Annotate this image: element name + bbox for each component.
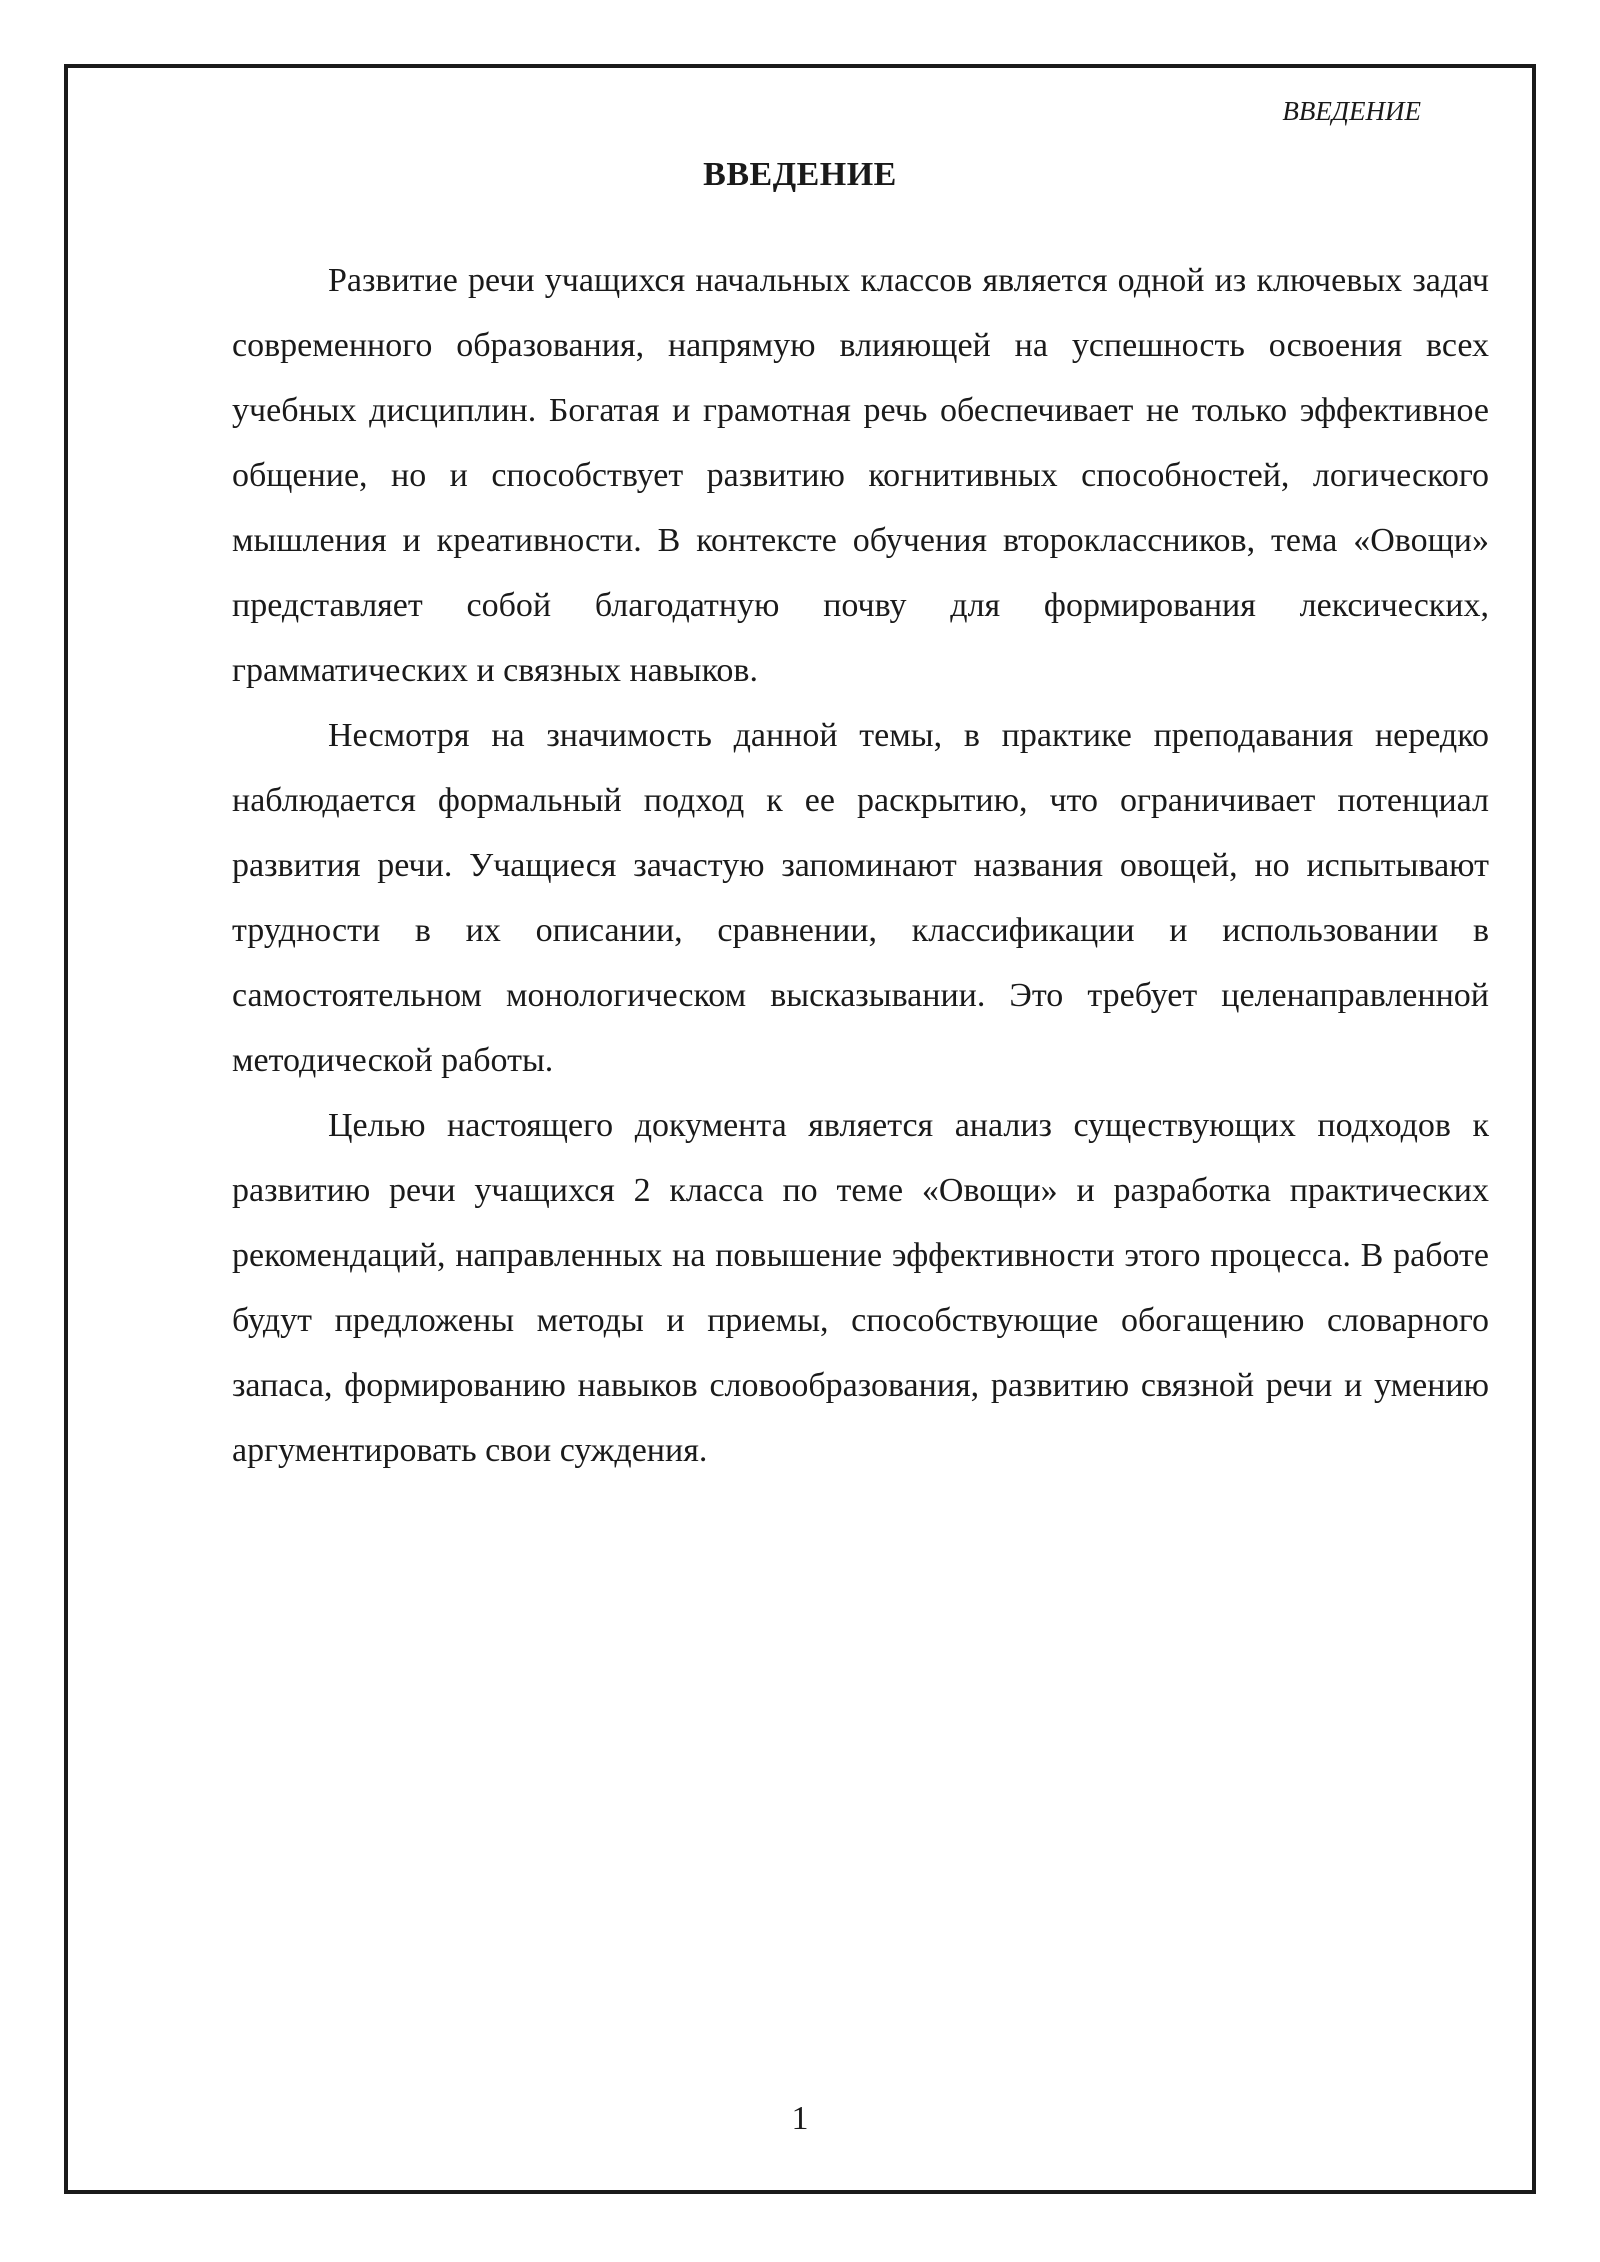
page-number: 1 <box>791 2100 809 2137</box>
page-title: ВВЕДЕНИЕ <box>703 156 897 193</box>
paragraph: Развитие речи учащихся начальных классов является одной из ключевых задач современного образования, напрямую влияющей на успешность освоения всех учебных дисциплин. Богатая и грамотная речь обеспечивает не только эффективное общение, но и способствует развитию когнитивных способностей, логического мышления и креативности. В контексте обучения второклассников, тема «Овощи» представляет собой благодатную почву для формирования лексических, грамматических и связных навыков. <box>232 262 1489 689</box>
paragraph: Несмотря на значимость данной темы, в практике преподавания нередко наблюдается формальный подход к ее раскрытию, что ограничивает потенциал развития речи. Учащиеся зачастую запоминают названия овощей, но испытывают трудности в их описании, сравнении, классификации и использовании в самостоятельном монологическом высказывании. Это требует целенаправленной методической работы. <box>232 717 1489 1079</box>
paragraph: Целью настоящего документа является анализ существующих подходов к развитию речи учащихся 2 класса по теме «Овощи» и разработка практических рекомендаций, направленных на повышение эффективности этого процесса. В работе будут предложены методы и приемы, способствующие обогащению словарного запаса, формированию навыков словообразования, развитию связной речи и умению аргументировать свои суждения. <box>232 1107 1489 1469</box>
document-body <box>232 248 1489 1483</box>
page-border <box>64 64 1536 2194</box>
running-header: ВВЕДЕНИЕ <box>1282 96 1421 126</box>
